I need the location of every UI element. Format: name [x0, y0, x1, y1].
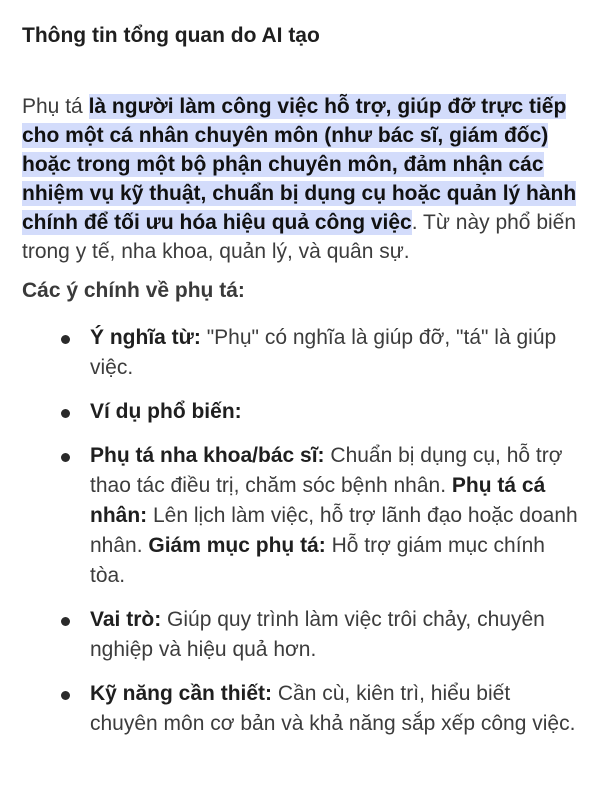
item-text-3: Hỗ trợ giám mục chính tòa. [90, 534, 545, 587]
item-label-3: Giám mục phụ tá: [148, 534, 326, 557]
intro-tail: . Từ này phổ biến trong y tế, nha khoa, quản lý, và quân sự. [22, 211, 577, 263]
item-text: Giúp quy trình làm việc trôi chảy, chuyên nghiệp và hiệu quả hơn. [90, 608, 545, 661]
item-text: "Phụ" có nghĩa là giúp đỡ, "tá" là giúp việc. [90, 326, 557, 379]
item-label: Kỹ năng cần thiết: [90, 682, 273, 705]
intro-highlight: là người làm công việc hỗ trợ, giúp đỡ trực tiếp cho một cá nhân chuyên môn (như bác sĩ, giám đốc) hoặc trong một bộ phận chuyên môn, đảm nhận các nhiệm vụ kỹ thuật, chuẩn bị dụng cụ hoặc quản lý hành chính để tối ưu hóa hiệu quả công việc [22, 95, 577, 234]
item-text: Cần cù, kiên trì, hiểu biết chuyên môn cơ bản và khả năng sắp xếp công việc. [90, 682, 576, 735]
key-points-list [22, 323, 578, 739]
list-item-skills [58, 679, 578, 739]
item-label: Vai trò: [90, 608, 162, 631]
overview-heading: Thông tin tổng quan do AI tạo [22, 24, 320, 47]
key-points-title: Các ý chính về phụ tá: [22, 279, 245, 302]
item-text-2: Lên lịch làm việc, hỗ trợ lãnh đạo hoặc doanh nhân. [90, 504, 578, 557]
list-item-role [58, 605, 578, 665]
intro-lead: Phụ tá [22, 95, 89, 118]
list-item-meaning [58, 323, 578, 383]
item-label-2: Phụ tá cá nhân: [90, 474, 546, 527]
ai-overview-panel [0, 22, 600, 739]
item-label: Phụ tá nha khoa/bác sĩ: [90, 444, 325, 467]
item-label: Ví dụ phổ biến: [90, 400, 242, 423]
list-item-examples [58, 397, 578, 427]
intro-paragraph [22, 92, 578, 266]
item-text: Chuẩn bị dụng cụ, hỗ trợ thao tác điều trị, chăm sóc bệnh nhân. [90, 444, 563, 497]
list-item-assistant-types [58, 441, 578, 591]
item-label: Ý nghĩa từ: [90, 326, 201, 349]
